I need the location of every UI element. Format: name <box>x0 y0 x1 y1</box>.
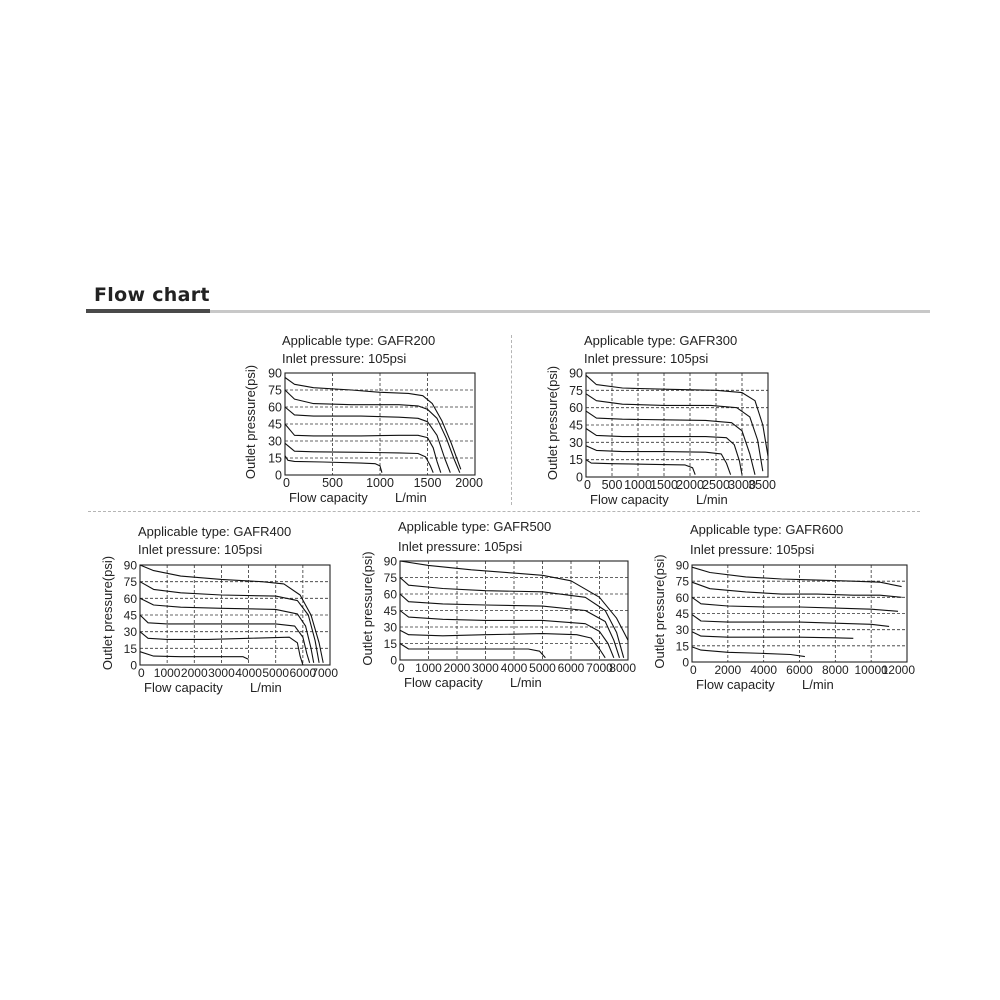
y-tick-label: 75 <box>675 574 689 589</box>
series-line <box>140 598 314 663</box>
y-tick-label: 30 <box>123 625 137 640</box>
x-tick-label: 1500 <box>650 478 678 492</box>
series-line <box>586 375 768 456</box>
x-tick-label: 0 <box>584 478 591 492</box>
chart-inlet-label: Inlet pressure: 105psi <box>282 351 407 366</box>
x-tick-label: 2000 <box>676 478 704 492</box>
series-line <box>586 460 695 475</box>
y-tick-label: 75 <box>383 571 397 585</box>
y-axis-label: Outlet pressure(psi) <box>652 554 667 669</box>
y-tick-label: 45 <box>675 607 689 621</box>
chart-inlet-label: Inlet pressure: 105psi <box>584 351 709 366</box>
series-line <box>692 647 805 657</box>
x-axis-unit: L/min <box>510 675 542 690</box>
series-line <box>692 567 902 586</box>
series-line <box>692 632 853 639</box>
chart-inlet-label: Inlet pressure: 105psi <box>398 539 523 554</box>
x-tick-label: 3000 <box>472 661 499 675</box>
y-tick-label: 30 <box>675 623 689 638</box>
chart-model-label: Applicable type: GAFR200 <box>282 333 436 348</box>
x-tick-label: 2000 <box>443 661 471 675</box>
chart-1 <box>243 333 483 505</box>
y-tick-label: 15 <box>383 637 397 651</box>
x-tick-label: 1000 <box>415 661 442 675</box>
chart-model-label: Applicable type: GAFR500 <box>398 519 552 534</box>
y-tick-label: 45 <box>383 604 397 618</box>
x-tick-label: 500 <box>322 476 343 490</box>
x-tick-label: 0 <box>690 663 697 677</box>
series-line <box>285 378 461 470</box>
x-tick-label: 3000 <box>208 666 235 680</box>
x-tick-label: 8000 <box>821 663 849 677</box>
series-line <box>400 630 605 658</box>
x-tick-label: 6000 <box>786 663 813 677</box>
series-line <box>285 424 441 473</box>
y-tick-label: 75 <box>268 383 282 398</box>
y-tick-label: 45 <box>123 608 137 623</box>
series-line <box>692 582 902 597</box>
y-tick-label: 0 <box>576 470 583 485</box>
series-line <box>400 644 545 658</box>
x-axis-unit: L/min <box>696 492 728 507</box>
x-tick-label: 1000 <box>153 666 181 680</box>
x-axis-label: Flow capacity <box>404 675 483 690</box>
chart-model-label: Applicable type: GAFR600 <box>690 522 844 537</box>
chart-3 <box>100 524 338 695</box>
y-tick-label: 90 <box>675 558 689 573</box>
y-tick-label: 75 <box>123 575 137 590</box>
series-line <box>692 597 898 611</box>
x-tick-label: 5000 <box>262 666 290 680</box>
y-tick-label: 90 <box>569 366 583 381</box>
x-tick-label: 0 <box>138 666 145 680</box>
x-tick-label: 500 <box>601 478 623 492</box>
y-tick-label: 45 <box>268 417 282 432</box>
x-tick-label: 2000 <box>180 666 208 680</box>
x-tick-label: 7000 <box>586 661 613 675</box>
y-axis-label: Outlet pressure(psi) <box>243 364 258 480</box>
chart-5 <box>652 522 915 692</box>
x-tick-label: 4000 <box>235 666 262 680</box>
x-axis-unit: L/min <box>802 677 834 692</box>
x-axis-unit: L/min <box>250 680 282 695</box>
x-tick-label: 8000 <box>609 661 636 675</box>
series-line <box>692 615 889 627</box>
chart-2 <box>545 333 776 507</box>
x-tick-label: 1000 <box>624 478 652 492</box>
x-axis-label: Flow capacity <box>590 492 669 507</box>
x-tick-label: 5000 <box>529 661 556 675</box>
x-axis-label: Flow capacity <box>289 490 368 505</box>
y-tick-label: 30 <box>383 620 397 635</box>
chart-model-label: Applicable type: GAFR400 <box>138 524 292 539</box>
y-tick-label: 30 <box>569 435 583 450</box>
x-tick-label: 0 <box>283 476 290 490</box>
series-line <box>400 578 624 658</box>
x-axis-label: Flow capacity <box>696 677 775 692</box>
x-tick-label: 2500 <box>702 478 730 492</box>
y-tick-label: 90 <box>268 366 282 381</box>
x-tick-label: 7000 <box>311 666 338 680</box>
y-axis-label: Outlet pressure(psi) <box>100 555 115 671</box>
y-tick-label: 15 <box>675 639 689 654</box>
x-tick-label: 1500 <box>413 476 442 490</box>
y-tick-label: 15 <box>123 641 137 656</box>
x-tick-label: 10000 <box>854 663 888 677</box>
y-tick-label: 75 <box>569 383 583 398</box>
series-line <box>586 446 731 475</box>
y-tick-label: 15 <box>569 453 583 468</box>
y-tick-label: 90 <box>123 558 137 573</box>
y-axis-label: Outlet pressure(psi) <box>360 551 375 666</box>
y-tick-label: 90 <box>383 554 397 569</box>
y-tick-label: 0 <box>682 655 689 670</box>
series-line <box>400 594 620 658</box>
y-tick-label: 0 <box>275 468 282 483</box>
y-tick-label: 60 <box>569 401 583 416</box>
y-tick-label: 45 <box>569 418 583 433</box>
x-tick-label: 4000 <box>750 663 778 677</box>
chart-4 <box>360 519 636 690</box>
y-tick-label: 15 <box>268 451 282 466</box>
chart-inlet-label: Inlet pressure: 105psi <box>690 542 815 557</box>
x-tick-label: 6000 <box>557 661 585 675</box>
y-tick-label: 0 <box>390 653 397 668</box>
y-tick-label: 60 <box>383 587 397 602</box>
x-tick-label: 3000 <box>728 478 756 492</box>
x-tick-label: 12000 <box>881 663 915 677</box>
y-tick-label: 30 <box>268 434 282 449</box>
chart-model-label: Applicable type: GAFR300 <box>584 333 738 348</box>
x-tick-label: 2000 <box>455 476 483 490</box>
page-title: Flow chart <box>94 284 210 306</box>
y-tick-label: 60 <box>675 590 689 605</box>
x-tick-label: 2000 <box>714 663 742 677</box>
x-tick-label: 1000 <box>366 476 394 490</box>
x-tick-label: 4000 <box>500 661 528 675</box>
x-tick-label: 0 <box>398 661 405 675</box>
y-tick-label: 60 <box>268 400 282 415</box>
y-tick-label: 60 <box>123 591 137 606</box>
chart-inlet-label: Inlet pressure: 105psi <box>138 542 263 557</box>
x-tick-label: 3500 <box>748 478 776 492</box>
y-tick-label: 0 <box>130 658 137 673</box>
x-axis-unit: L/min <box>395 490 427 505</box>
y-axis-label: Outlet pressure(psi) <box>545 365 560 481</box>
x-tick-label: 6000 <box>289 666 317 680</box>
x-axis-label: Flow capacity <box>144 680 223 695</box>
plot-frame <box>400 561 628 660</box>
